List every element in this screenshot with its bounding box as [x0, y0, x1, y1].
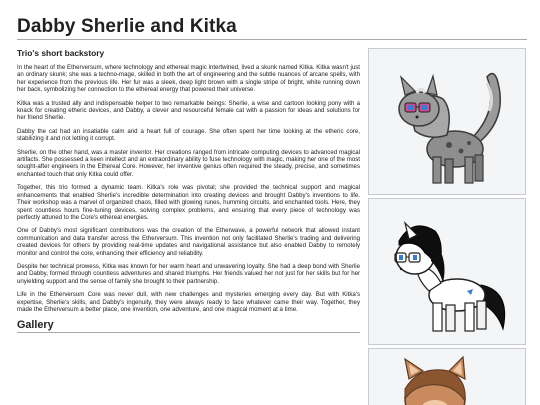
backstory-paragraph: Kitka was a trusted ally and indispensable helper to two remarkable beings: Sherlie, a wise and cartoon looking pony with a knack for creating etheric devices, and Dabby, a clever and resourceful female cat with a passion for ideas and solutions for her friend Sherlie. [17, 99, 360, 122]
page-title: Dabby Sherlie and Kitka [17, 16, 237, 37]
backstory-paragraph: Despite her technical prowess, Kitka was known for her warm heart and unwavering loyalty. She had a deep bond with Sherlie and Dabby, formed through countless adventures and shared triumphs. Her friends valued her not just for her skills but for her unyielding support and the sense of family she brought to their partnership. [17, 262, 360, 285]
backstory-heading: Trio's short backstory [17, 48, 105, 58]
backstory-paragraph: Dabby the cat had an insatiable calm and a heart full of courage. She often spent her time looking at the etheric core, stabilizing it and not letting it corrupt. [17, 127, 360, 143]
dabby-pixel-image [369, 349, 525, 405]
title-divider [17, 39, 527, 40]
backstory-paragraph: One of Dabby's most significant contributions was the creation of the Etherwave, a powerful network that allowed instant communication and data transfer across the Etherversum. This invention not only facilitated Sherlie's trading and delivering created devices for others by providing real-time updates and navigational assistance but also enabled Dabby to remotely monitor and control the core, enhancing their efficiency and reliability. [17, 227, 360, 257]
kitka-pixel-image [369, 49, 525, 194]
backstory-paragraph: In the heart of the Etherversum, where technology and ethereal magic intertwined, lived a skunk named Kitka. Kitka wasn't just an ordinary skunk; she was a techno-mage, skilled in both the art of engineering and the subtle nuances of arcane spells, with her experience from the previous life. Her fur was a sleek, deep light brown with a single stripe of bright, white running down her back, symbolizing her connection to the ethereal energy that powered their universe. [17, 64, 360, 94]
gallery-image-kitka[interactable] [368, 48, 526, 195]
gallery-image-dabby[interactable] [368, 348, 526, 405]
gallery-heading: Gallery [17, 319, 360, 333]
gallery-image-sherlie[interactable] [368, 198, 526, 345]
backstory-paragraph: Life in the Etherversum Core was never dull, with new challenges and mysteries emerging every day. But with Kitka's expertise, Sherlie's skills, and Dabby's ingenuity, they were always ready to face whatever came their way. Together, they made the Etherversum a better place, one invention, one adventure, and one magical moment at a time. [17, 291, 360, 313]
gallery-sidebar [368, 48, 526, 405]
backstory-paragraph: Sherlie, on the other hand, was a master inventor. Her creations ranged from intricate computing devices to advanced magical artifacts. She possessed a keen intellect and an extraordinary ability to fuse technology with magic, making her one of the most sought-after engineers in the Ethereal Core. However, her inventive genius often required the steady, precise, and sometimes enchanted touch that only Kitka could offer. [17, 148, 360, 178]
article-content [17, 48, 360, 333]
sherlie-pixel-image [369, 199, 525, 344]
backstory-paragraph: Together, this trio formed a dynamic team. Kitka's role was pivotal; she provided the technical support and magical enhancements that enabled Sherlie's incredible determination into creating devices and brought Dabby's inventions to life. Their workshop was a marvel of organized chaos, filled with glowing runes, humming circuits, and enchanted tools. Here, they spent countless hours fine-tuning devices, solving complex problems, and ensuring that every piece of technology was perfectly attuned to the Core's ethereal energies. [17, 184, 360, 221]
